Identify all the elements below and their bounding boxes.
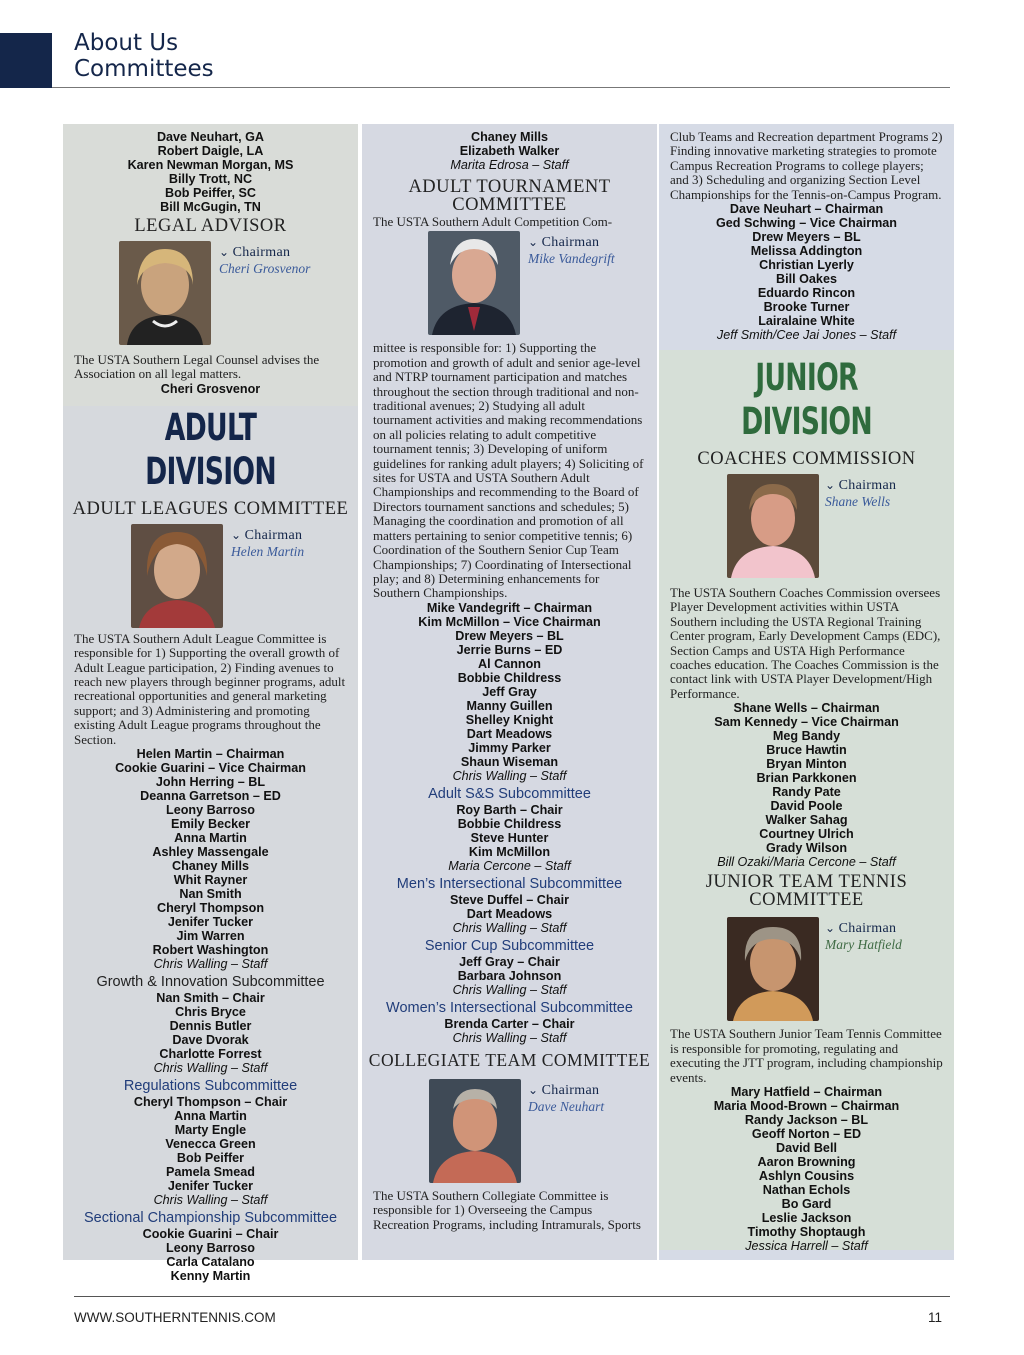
ss-members	[362, 803, 657, 859]
list-item: Jeff Gray	[482, 684, 537, 699]
list-item: Cheri Grosvenor	[160, 381, 261, 396]
chairman-label: Chairman	[232, 245, 291, 260]
list-item: Melissa Addington	[750, 244, 863, 259]
collegiate-chair-label: ⌄ Chairman Dave Neuhart	[528, 1082, 605, 1114]
chairman-label: Chairman	[244, 527, 303, 543]
adult-division-title: ADULT DIVISION	[145, 405, 276, 493]
collegiate-members	[659, 202, 954, 328]
list-item: John Herring – BL	[155, 775, 266, 790]
mens-heading: Men’s Intersectional Subcommittee	[396, 875, 623, 892]
collegiate-description-cont: Club Teams and Recreation department Programs 2) Finding innovative marketing strategies to promote Campus Recreation Programs to college players; and 3) Scheduling and organizing Section Level Championships for the Tennis-on-Campus Program.	[670, 129, 943, 202]
footer-url: WWW.SOUTHERNTENNIS.COM	[74, 1310, 276, 1325]
list-item: Robert Daigle, LA	[157, 144, 264, 158]
list-item: Drew Meyers – BL	[752, 230, 861, 245]
jtt-chair-label: ⌄ Chairman Mary Hatfield	[825, 921, 902, 953]
junior-division-title: JUNIOR DIVISION	[741, 356, 872, 444]
list-item: Eduardo Rincon	[757, 286, 856, 301]
tournament-description: mittee is responsible for: 1) Supporting the promotion and growth of adult and senior age-level and NTRP tournament participation and matches throughout the section through traditional and non-traditional avenues; 2) Studying all adult tournament activities and making recommendations on all policies relating to adult competitive tournament tennis; 3) Developing of uniform guidelines for ranking adult players; 4) Soliciting of sites for USTA and USTA Southern Adult Championships and recommending to the Board of Directors tournament sanctions and schedules; 5) Managing the coordination and promotion of all matters pertaining to senior competitive tennis; 6) Coordination of the Southern Senior Cup Team Championships; 7) Coordinating of Intersectional play; and 8) Determining enhancements for Southern Championships.	[373, 340, 644, 601]
list-item: Walker Sahag	[765, 813, 848, 828]
list-item: Ged Schwing – Vice Chairman	[715, 216, 898, 231]
list-item: Kim McMillon – Vice Chairman	[418, 614, 601, 629]
list-item: Carla Catalano	[166, 1255, 255, 1270]
list-item: Dart Meadows	[466, 906, 553, 921]
tournament-chair	[362, 231, 657, 335]
list-item: Robert Washington	[152, 943, 269, 958]
list-item: Cookie Guarini – Chair	[142, 1227, 279, 1242]
list-item: Bill McGugin, TN	[160, 200, 261, 214]
chairman-label: Chairman	[541, 235, 600, 251]
coaches-description: The USTA Southern Coaches Commission oversees Player Development activities within USTA Southern including the USTA Regional Training Center program, Early Development Camps (EDC), Section Camps and USTA High Performance coaches education. The Coaches Commission is the contact link with USTA Player Development/High Performance.	[670, 585, 941, 701]
list-item: Pamela Smead	[166, 1165, 255, 1180]
list-item: Nan Smith	[179, 887, 242, 902]
regulations-heading: Regulations Subcommittee	[123, 1078, 298, 1095]
list-item: Kenny Martin	[170, 1269, 251, 1284]
list-item: Maria Mood-Brown – Chairman	[713, 1098, 900, 1113]
tournament-members	[362, 601, 657, 769]
leagues-staff: Chris Walling – Staff	[153, 957, 268, 972]
list-item: Jimmy Parker	[468, 740, 551, 755]
leagues-description: The USTA Southern Adult League Committee is responsible for 1) Supporting the overall growth of Adult League participation, 2) Finding avenues to reach new players through beginner programs, adult recreational opportunities and general marketing support; and 3) Administering and promoting existing Adult League programs throughout the Section.	[74, 630, 346, 747]
top-names-list	[63, 130, 358, 214]
page-title: Committees	[74, 56, 214, 82]
list-item: Anna Martin	[174, 831, 247, 846]
header-accent-bar	[0, 33, 52, 88]
list-item: Helen Martin – Chairman	[136, 747, 285, 762]
list-item: Sam Kennedy – Vice Chairman	[714, 715, 899, 730]
list-item: Jeff Gray – Chair	[459, 954, 560, 969]
footer-divider	[74, 1296, 950, 1297]
collegiate-chair	[362, 1079, 657, 1183]
list-item: Bo Gard	[781, 1196, 832, 1211]
list-item: Roy Barth – Chair	[456, 802, 563, 817]
helen-martin-photo	[131, 524, 223, 628]
cheri-grosvenor-photo	[119, 241, 211, 345]
list-item: Chaney Mills	[172, 859, 249, 874]
tournament-desc-lead: The USTA Southern Adult Competition Com-	[373, 214, 613, 229]
list-item: Leslie Jackson	[761, 1210, 852, 1225]
growth-staff: Chris Walling – Staff	[153, 1061, 268, 1076]
list-item: Cheryl Thompson – Chair	[133, 1095, 288, 1110]
ss-heading: Adult S&S Subcommittee	[428, 785, 591, 802]
list-item: Shane Wells – Chairman	[733, 701, 880, 716]
list-item: Kim McMillon	[468, 844, 551, 859]
list-item: Bobbie Childress	[457, 670, 562, 685]
list-item: Nan Smith – Chair	[156, 991, 265, 1006]
list-item: Marty Engle	[174, 1123, 247, 1138]
chair-name: Shane Wells	[825, 494, 891, 510]
sectional-heading: Sectional Championship Subcommittee	[83, 1210, 338, 1227]
list-item: Cookie Guarini – Vice Chairman	[115, 761, 306, 776]
heading-line-1: JUNIOR TEAM TENNIS	[705, 872, 908, 893]
chairman-label: Chairman	[838, 921, 897, 937]
list-item: Al Cannon	[478, 656, 541, 671]
heading-line-2: COMMITTEE	[452, 195, 567, 215]
tournament-chair-label: ⌄ Chairman Mike Vandegrift	[528, 235, 615, 267]
leagues-chair	[63, 524, 358, 628]
jtt-heading	[659, 873, 954, 909]
list-item: Leony Barroso	[166, 803, 255, 818]
mary-hatfield-photo	[727, 917, 819, 1021]
list-item: Emily Becker	[170, 817, 251, 832]
list-item: Dave Dvorak	[172, 1033, 249, 1048]
junior-section	[659, 350, 954, 1253]
list-item: Lairalaine White	[758, 314, 855, 329]
page-number: 11	[928, 1310, 943, 1325]
heading-line-1: ADULT TOURNAMENT	[408, 177, 611, 197]
collegiate-staff: Jeff Smith/Cee Jai Jones – Staff	[716, 328, 897, 343]
list-item: Dart Meadows	[466, 726, 553, 741]
list-item: Steve Duffel – Chair	[450, 892, 569, 907]
list-item: Randy Pate	[772, 785, 841, 800]
list-item: Jenifer Tucker	[167, 1179, 254, 1194]
list-item: Bill Oakes	[776, 272, 837, 287]
list-item: Bryan Minton	[766, 757, 847, 772]
list-item: Jerrie Burns – ED	[456, 642, 563, 657]
growth-heading: Growth & Innovation Subcommittee	[96, 974, 325, 991]
jtt-chair	[659, 917, 954, 1021]
list-item: Drew Meyers – BL	[455, 628, 564, 643]
mike-vandegrift-photo	[428, 231, 520, 335]
legal-chair	[63, 241, 358, 345]
senior-members	[362, 955, 657, 983]
list-item: Mary Hatfield – Chairman	[730, 1084, 883, 1099]
legal-section	[63, 124, 358, 406]
list-item: Chaney Mills	[471, 130, 548, 144]
chairman-label: Chairman	[838, 478, 897, 494]
list-item: Anna Martin	[174, 1109, 247, 1124]
column-1	[63, 124, 358, 1284]
column-2	[362, 124, 657, 1260]
list-item: Aaron Browning	[757, 1154, 856, 1169]
chair-name: Mike Vandegrift	[528, 251, 615, 267]
legal-members	[63, 382, 358, 406]
regulations-staff: Chris Walling – Staff	[153, 1193, 268, 1208]
list-item: Mike Vandegrift – Chairman	[426, 600, 593, 615]
list-item: Jim Warren	[176, 929, 245, 944]
tournament-staff: Chris Walling – Staff	[452, 768, 567, 783]
list-item: Karen Newman Morgan, MS	[127, 158, 294, 172]
list-item: Bobbie Childress	[457, 816, 562, 831]
coaches-chair	[659, 474, 954, 578]
coaches-members	[659, 701, 954, 855]
list-item: Elizabeth Walker	[459, 144, 560, 158]
coaches-heading: COACHES COMMISSION	[697, 449, 916, 470]
list-item: Christian Lyerly	[759, 258, 854, 273]
adult-leagues-heading: ADULT LEAGUES COMMITTEE	[72, 498, 349, 519]
chairman-label: Chairman	[541, 1082, 600, 1098]
dave-neuhart-photo	[429, 1079, 521, 1183]
list-item: Charlotte Forrest	[159, 1047, 262, 1062]
collegiate-heading: COLLEGIATE TEAM COMMITTEE	[368, 1049, 651, 1070]
list-item: David Poole	[770, 799, 843, 814]
list-item: Dennis Butler	[169, 1019, 252, 1034]
womens-staff: Chris Walling – Staff	[452, 1030, 567, 1045]
chair-name: Cheri Grosvenor	[219, 261, 311, 276]
legal-advisor-heading: LEGAL ADVISOR	[134, 216, 287, 236]
list-item: Billy Trott, NC	[168, 172, 253, 186]
list-item: Grady Wilson	[765, 841, 848, 856]
header-title-block	[74, 30, 214, 82]
list-item: Ashlyn Cousins	[758, 1168, 855, 1183]
list-item: Whit Rayner	[173, 873, 248, 888]
legal-chair-label: ⌄ Chairman Cheri Grosvenor	[219, 245, 311, 276]
list-item: Randy Jackson – BL	[744, 1112, 869, 1127]
list-item: Ashley Massengale	[152, 845, 269, 860]
list-item: Bob Peiffer, SC	[165, 186, 256, 200]
list-item: Courtney Ulrich	[759, 827, 854, 842]
list-item: Jenifer Tucker	[167, 915, 254, 930]
womens-heading: Women’s Intersectional Subcommittee	[386, 999, 633, 1016]
list-item: Nathan Echols	[762, 1182, 851, 1197]
coaches-chair-label: ⌄ Chairman Shane Wells	[825, 478, 897, 510]
womens-members	[362, 1017, 657, 1031]
shane-wells-photo	[727, 474, 819, 578]
legal-description: The USTA Southern Legal Counsel advises the Association on all legal matters.	[74, 352, 320, 382]
section-title: About Us	[74, 30, 179, 56]
leagues-members	[63, 747, 358, 957]
list-item: Dave Neuhart – Chairman	[729, 202, 884, 217]
list-item: Steve Hunter	[470, 830, 549, 845]
list-item: Cheryl Thompson	[156, 901, 265, 916]
sectional-members	[63, 1227, 358, 1283]
list-item: Shaun Wiseman	[460, 754, 559, 769]
jtt-members	[659, 1085, 954, 1239]
regulations-members	[63, 1095, 358, 1193]
mens-members	[362, 893, 657, 921]
chair-name: Dave Neuhart	[528, 1098, 605, 1114]
growth-members	[63, 991, 358, 1061]
list-item: Venecca Green	[165, 1137, 256, 1152]
jtt-staff: Jessica Harrell – Staff	[745, 1238, 868, 1253]
chair-name: Mary Hatfield	[825, 937, 902, 953]
list-item: Meg Bandy	[772, 729, 841, 744]
senior-heading: Senior Cup Subcommittee	[424, 937, 595, 954]
jtt-description: The USTA Southern Junior Team Tennis Committee is responsible for promoting, regulating and executing the JTT program, including championship events.	[670, 1026, 943, 1085]
list-item: Bob Peiffer	[176, 1151, 245, 1166]
list-item: Geoff Norton – ED	[751, 1126, 862, 1141]
ss-staff: Maria Cercone – Staff	[448, 858, 571, 873]
list-item: Chris Bryce	[175, 1005, 246, 1020]
list-item: Deanna Garretson – ED	[140, 789, 281, 804]
header-divider	[52, 87, 950, 88]
senior-staff: Chris Walling – Staff	[452, 982, 567, 997]
list-item: Dave Neuhart, GA	[156, 130, 265, 144]
column-3	[659, 124, 954, 1260]
col2-top-staff: Marita Edrosa – Staff	[450, 158, 569, 172]
mens-staff: Chris Walling – Staff	[452, 920, 567, 935]
collegiate-description: The USTA Southern Collegiate Committee is responsible for 1) Overseeing the Campus Recreation Programs, including Intramurals, Sports	[373, 1187, 641, 1232]
list-item: Shelley Knight	[465, 712, 554, 727]
leagues-chair-label: ⌄ Chairman Helen Martin	[231, 527, 305, 559]
adult-tournament-heading	[362, 178, 657, 214]
chair-name: Helen Martin	[231, 543, 305, 559]
list-item: Brenda Carter – Chair	[444, 1016, 575, 1031]
list-item: David Bell	[776, 1140, 837, 1155]
list-item: Leony Barroso	[166, 1241, 255, 1256]
list-item: Brian Parkkonen	[756, 771, 857, 786]
list-item: Barbara Johnson	[457, 968, 562, 983]
col2-top-names	[362, 130, 657, 158]
coaches-staff: Bill Ozaki/Maria Cercone – Staff	[717, 855, 896, 870]
list-item: Bruce Hawtin	[766, 743, 847, 758]
list-item: Brooke Turner	[763, 300, 850, 315]
heading-line-2: COMMITTEE	[749, 890, 864, 911]
list-item: Manny Guillen	[466, 698, 553, 713]
list-item: Timothy Shoptaugh	[747, 1224, 866, 1239]
